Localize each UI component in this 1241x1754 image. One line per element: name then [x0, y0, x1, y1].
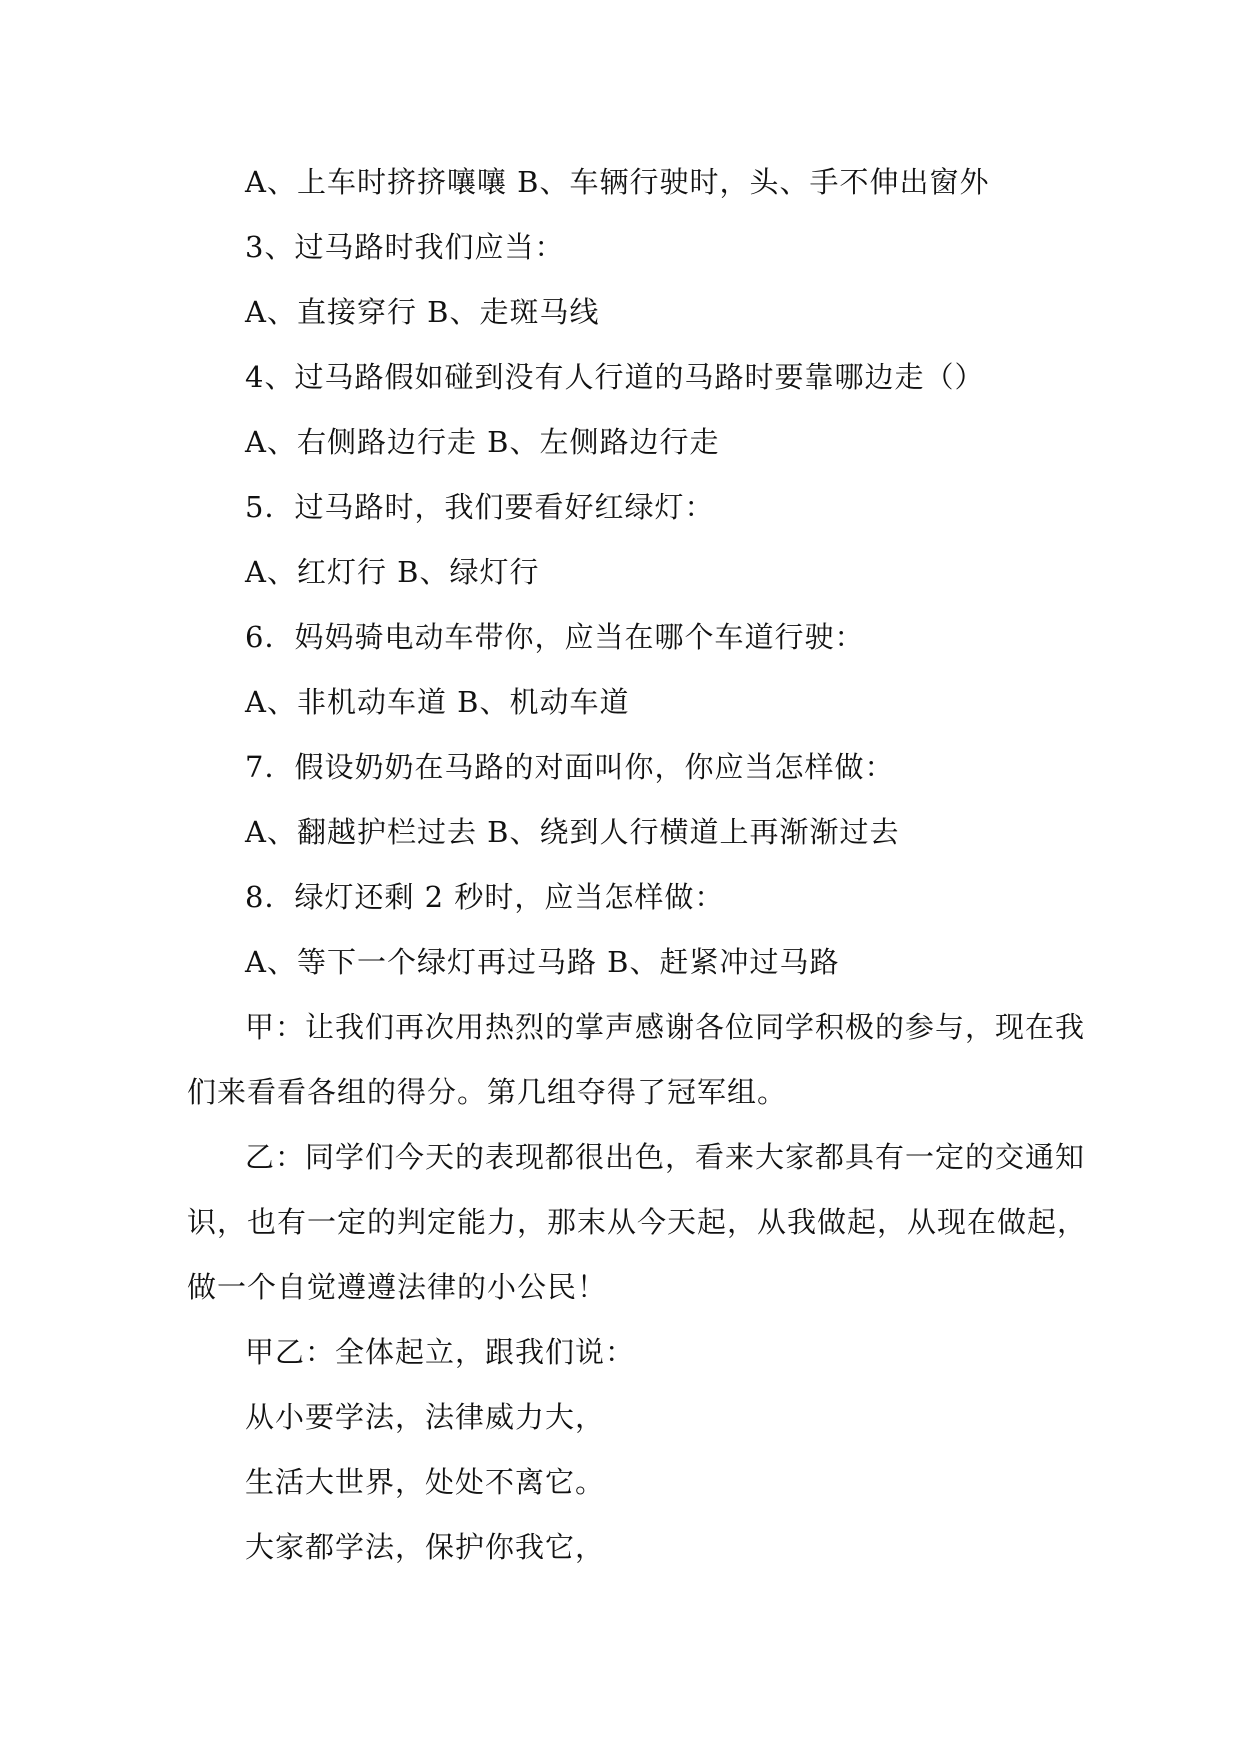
- question-8: 8．绿灯还剩 2 秒时，应当怎样做：: [245, 880, 725, 914]
- option-line-q8: A、等下一个绿灯再过马路 B、赶紧冲过马路: [245, 945, 840, 979]
- option-line-q5: A、红灯行 B、绿灯行: [245, 555, 540, 589]
- paragraph-jia-line-2: 们来看看各组的得分。第几组夺得了冠军组。: [187, 1075, 788, 1109]
- paragraph-yi-line-1: 乙：同学们今天的表现都很出色，看来大家都具有一定的交通知: [245, 1140, 1086, 1174]
- question-3: 3、过马路时我们应当：: [245, 230, 565, 264]
- paragraph-jiayi: 甲乙：全体起立，跟我们说：: [245, 1335, 636, 1369]
- option-line-q2: A、上车时挤挤嚷嚷 B、车辆行驶时，头、手不伸出窗外: [245, 165, 990, 199]
- question-5: 5．过马路时，我们要看好红绿灯：: [245, 490, 715, 524]
- question-6: 6．妈妈骑电动车带你，应当在哪个车道行驶：: [245, 620, 865, 654]
- option-line-q4: A、右侧路边行走 B、左侧路边行走: [245, 425, 720, 459]
- verse-line-2: 生活大世界，处处不离它。: [245, 1465, 606, 1499]
- option-line-q7: A、翻越护栏过去 B、绕到人行横道上再渐渐过去: [245, 815, 900, 849]
- verse-line-3: 大家都学法，保护你我它，: [245, 1530, 606, 1564]
- question-7: 7．假设奶奶在马路的对面叫你，你应当怎样做：: [245, 750, 895, 784]
- paragraph-jia-line-1: 甲：让我们再次用热烈的掌声感谢各位同学积极的参与，现在我: [245, 1010, 1086, 1044]
- verse-line-1: 从小要学法，法律威力大，: [245, 1400, 606, 1434]
- option-line-q6: A、非机动车道 B、机动车道: [245, 685, 630, 719]
- paragraph-yi-line-3: 做一个自觉遵遵法律的小公民！: [187, 1270, 608, 1304]
- question-4: 4、过马路假如碰到没有人行道的马路时要靠哪边走（）: [245, 360, 985, 394]
- paragraph-yi-line-2: 识，也有一定的判定能力，那末从今天起，从我做起，从现在做起，: [187, 1205, 1088, 1239]
- option-line-q3: A、直接穿行 B、走斑马线: [245, 295, 600, 329]
